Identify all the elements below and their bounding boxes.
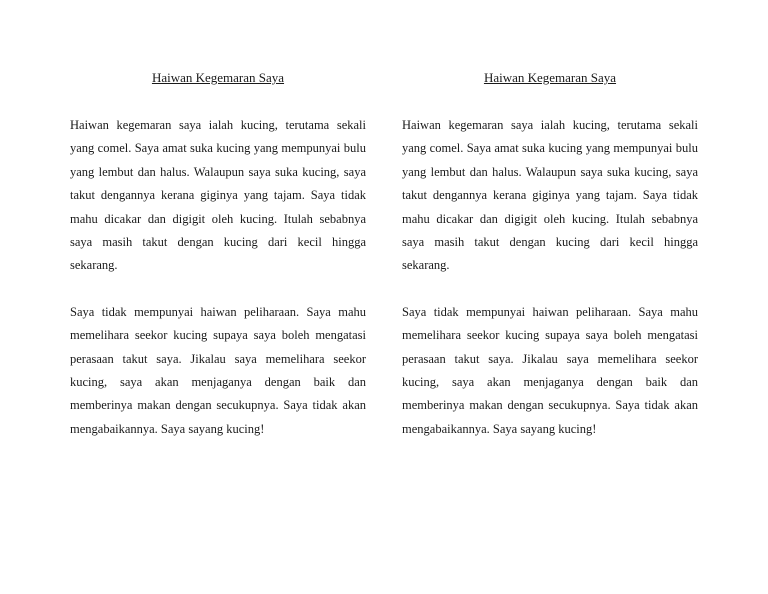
essay-title-wrap xyxy=(70,70,366,94)
essay-column-right xyxy=(402,70,698,441)
essay-column-left xyxy=(70,70,366,441)
essay-title: Haiwan Kegemaran Saya xyxy=(151,70,285,85)
essay-paragraph-1: Haiwan kegemaran saya ialah kucing, terutama sekali yang comel. Saya amat suka kucing yang mempunyai bulu yang lembut dan halus. Walaupun saya suka kucing, saya takut dengannya kerana giginya yang tajam. Saya tidak mahu dicakar dan digigit oleh kucing. Itulah sebabnya saya masih takut dengan kucing dari kecil hingga sekarang. xyxy=(70,118,366,273)
essay-paragraph-2: Saya tidak mempunyai haiwan peliharaan. Saya mahu memelihara seekor kucing supaya saya boleh mengatasi perasaan takut saya. Jikalau saya memelihara seekor kucing, saya akan menjaganya dengan baik dan memberinya makan dengan secukupnya. Saya tidak akan mengabaikannya. Saya sayang kucing! xyxy=(70,304,366,436)
essay-paragraph-1: Haiwan kegemaran saya ialah kucing, terutama sekali yang comel. Saya amat suka kucing yang mempunyai bulu yang lembut dan halus. Walaupun saya suka kucing, saya takut dengannya kerana giginya yang tajam. Saya tidak mahu dicakar dan digigit oleh kucing. Itulah sebabnya saya masih takut dengan kucing dari kecil hingga sekarang. xyxy=(402,118,698,273)
essay-title-wrap xyxy=(402,70,698,94)
essay-paragraph-2: Saya tidak mempunyai haiwan peliharaan. Saya mahu memelihara seekor kucing supaya saya boleh mengatasi perasaan takut saya. Jikalau saya memelihara seekor kucing, saya akan menjaganya dengan baik dan memberinya makan dengan secukupnya. Saya tidak akan mengabaikannya. Saya sayang kucing! xyxy=(402,304,698,436)
essay-title: Haiwan Kegemaran Saya xyxy=(483,70,617,85)
